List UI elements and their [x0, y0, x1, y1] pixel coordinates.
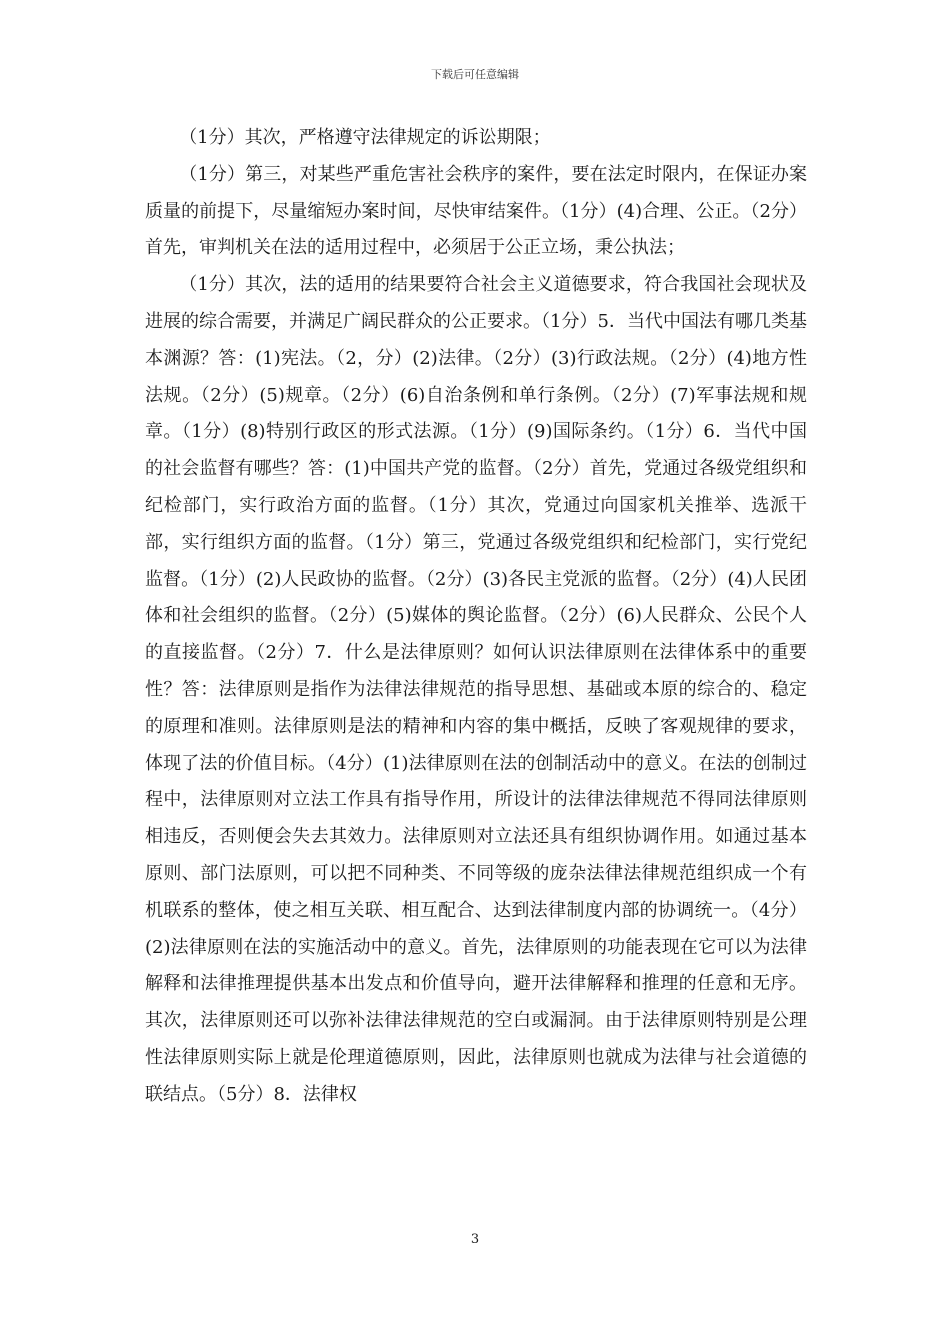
paragraph: （1分）第三，对某些严重危害社会秩序的案件，要在法定时限内，在保证办案质量的前提下，尽量缩短办案时间，尽快审结案件。（1分）(4)合理、公正。（2分）首先，审判机关在法的适用过程中，必须居于公正立场，秉公执法； [145, 163, 807, 259]
page-header: 下载后可任意编辑 [431, 68, 519, 81]
paragraph: （1分）其次，严格遵守法律规定的诉讼期限； [179, 127, 551, 148]
document-body [145, 120, 807, 1114]
page-number: 3 [470, 1232, 480, 1247]
paragraph: （1分）其次，法的适用的结果要符合社会主义道德要求，符合我国社会现状及进展的综合需要，并满足广阔民群众的公正要求。（1分）5．当代中国法有哪几类基本渊源？答：(1)宪法。（2，分）(2)法律。（2分）(3)行政法规。（2分）(4)地方性法规。（2分）(5)规章。（2分）(6)自治条例和单行条例。（2分）(7)军事法规和规章。（1分）(8)特别行政区的形式法源。（1分）(9)国际条约。（1分）6．当代中国的社会监督有哪些？答：(1)中国共产党的监督。（2分）首先，党通过各级党组织和纪检部门，实行政治方面的监督。（1分）其次，党通过向国家机关推举、选派干部，实行组织方面的监督。（1分）第三，党通过各级党组织和纪检部门，实行党纪监督。（1分）(2)人民政协的监督。（2分）(3)各民主党派的监督。（2分）(4)人民团体和社会组织的监督。（2分）(5)媒体的舆论监督。（2分）(6)人民群众、公民个人的直接监督。（2分）7．什么是法律原则？如何认识法律原则在法律体系中的重要性？答：法律原则是指作为法律法律规范的指导思想、基础或本原的综合的、稳定的原理和准则。法律原则是法的精神和内容的集中概括，反映了客观规律的要求，体现了法的价值目标。（4分）(1)法律原则在法的创制活动中的意义。在法的创制过程中，法律原则对立法工作具有指导作用，所设计的法律法律规范不得同法律原则相违反，否则便会失去其效力。法律原则对立法还具有组织协调作用。如通过基本原则、部门法原则，可以把不同种类、不同等级的庞杂法律法律规范组织成一个有机联系的整体，使之相互关联、相互配合、达到法律制度内部的协调统一。（4分）(2)法律原则在法的实施活动中的意义。首先，法律原则的功能表现在它可以为法律解释和法律推理提供基本出发点和价值导向，避开法律解释和推理的任意和无序。其次，法律原则还可以弥补法律法律规范的空白或漏洞。由于法律原则特别是公理性法律原则实际上就是伦理道德原则，因此，法律原则也就成为法律与社会道德的联结点。（5分）8．法律权 [145, 274, 807, 1105]
